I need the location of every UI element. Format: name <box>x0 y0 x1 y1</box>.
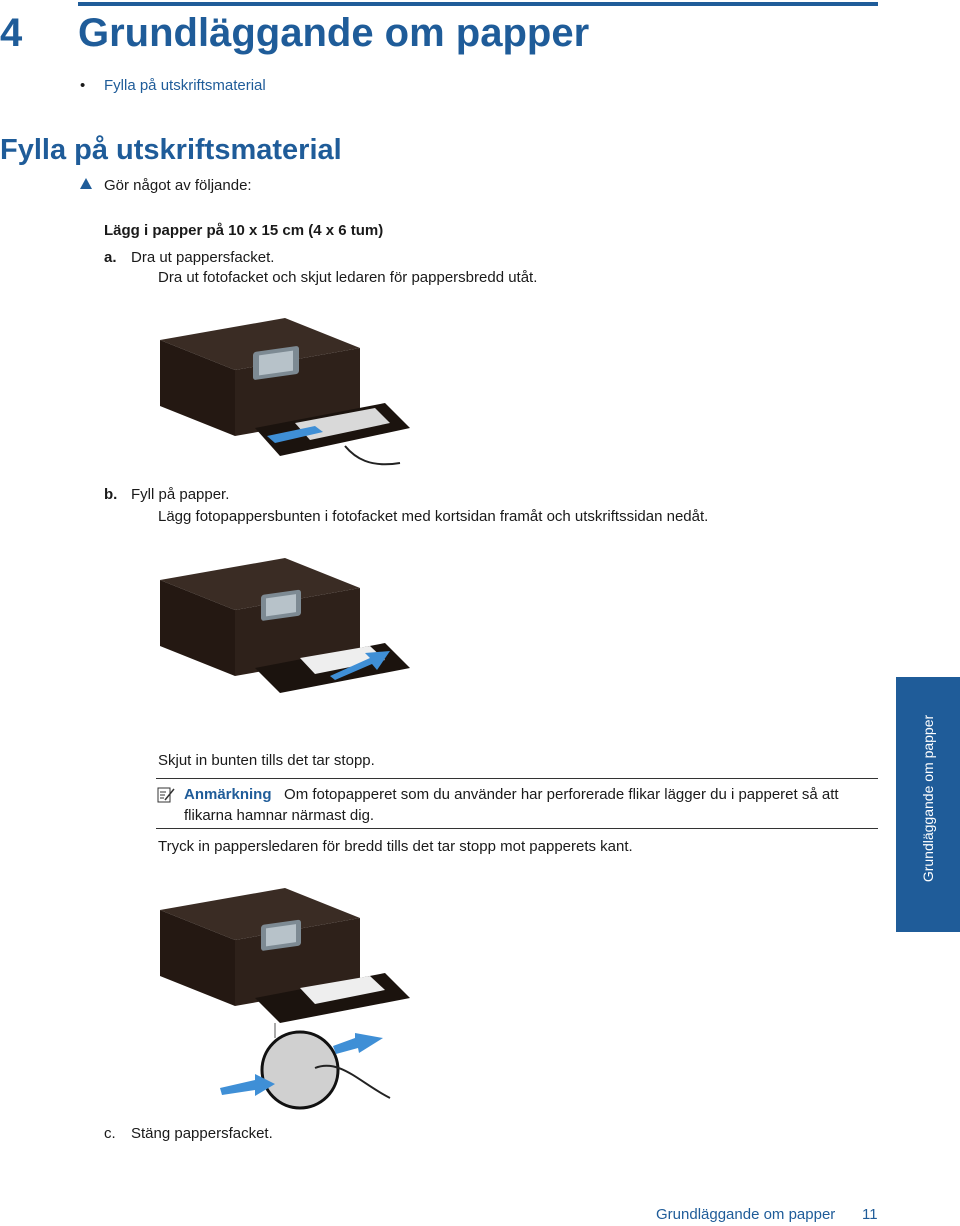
step-b-text: Fyll på papper. <box>131 486 230 503</box>
step-a-letter: a. <box>104 249 117 266</box>
triangle-bullet-icon <box>80 178 92 189</box>
note-label: Anmärkning <box>184 786 272 803</box>
side-tab-label: Grundläggande om papper <box>920 714 936 883</box>
step-a-text: Dra ut pappersfacket. <box>131 249 275 266</box>
step-b-detail-1: Lägg fotopappersbunten i fotofacket med kortsidan framåt och utskriftssidan nedåt. <box>158 508 709 525</box>
step-b-detail-3: Tryck in pappersledaren för bredd tills det tar stopp mot papperets kant. <box>158 838 633 855</box>
printer-illustration-open-tray <box>155 318 415 478</box>
top-rule <box>78 2 878 6</box>
note-bottom-rule <box>156 828 878 829</box>
step-a-detail: Dra ut fotofacket och skjut ledaren för pappersbredd utåt. <box>158 269 538 286</box>
chapter-title: Grundläggande om papper <box>78 11 590 55</box>
note-top-rule <box>156 778 878 779</box>
toc-link[interactable]: Fylla på utskriftsmaterial <box>104 77 266 94</box>
section-title: Fylla på utskriftsmaterial <box>0 134 342 166</box>
sub-heading: Lägg i papper på 10 x 15 cm (4 x 6 tum) <box>104 222 384 239</box>
toc-bullet: • <box>80 77 86 94</box>
step-c-letter: c. <box>104 1125 116 1142</box>
footer-title: Grundläggande om papper <box>656 1206 836 1223</box>
footer-page-number: 11 <box>862 1206 878 1223</box>
printer-illustration-adjust-guide <box>155 888 415 1118</box>
section-intro: Gör något av följande: <box>104 177 252 194</box>
step-c-text: Stäng pappersfacket. <box>131 1125 273 1142</box>
step-b-letter: b. <box>104 486 118 503</box>
chapter-number: 4 <box>0 11 23 55</box>
step-b-detail-2: Skjut in bunten tills det tar stopp. <box>158 752 375 769</box>
side-tab <box>896 677 960 932</box>
note-body <box>184 784 884 826</box>
printer-illustration-load-paper <box>155 558 415 698</box>
note-pencil-icon <box>157 786 175 804</box>
note-text: Om fotopapperet som du använder har perforerade flikar lägger du i papperet så att flikarna hamnar närmast dig. <box>184 786 839 824</box>
